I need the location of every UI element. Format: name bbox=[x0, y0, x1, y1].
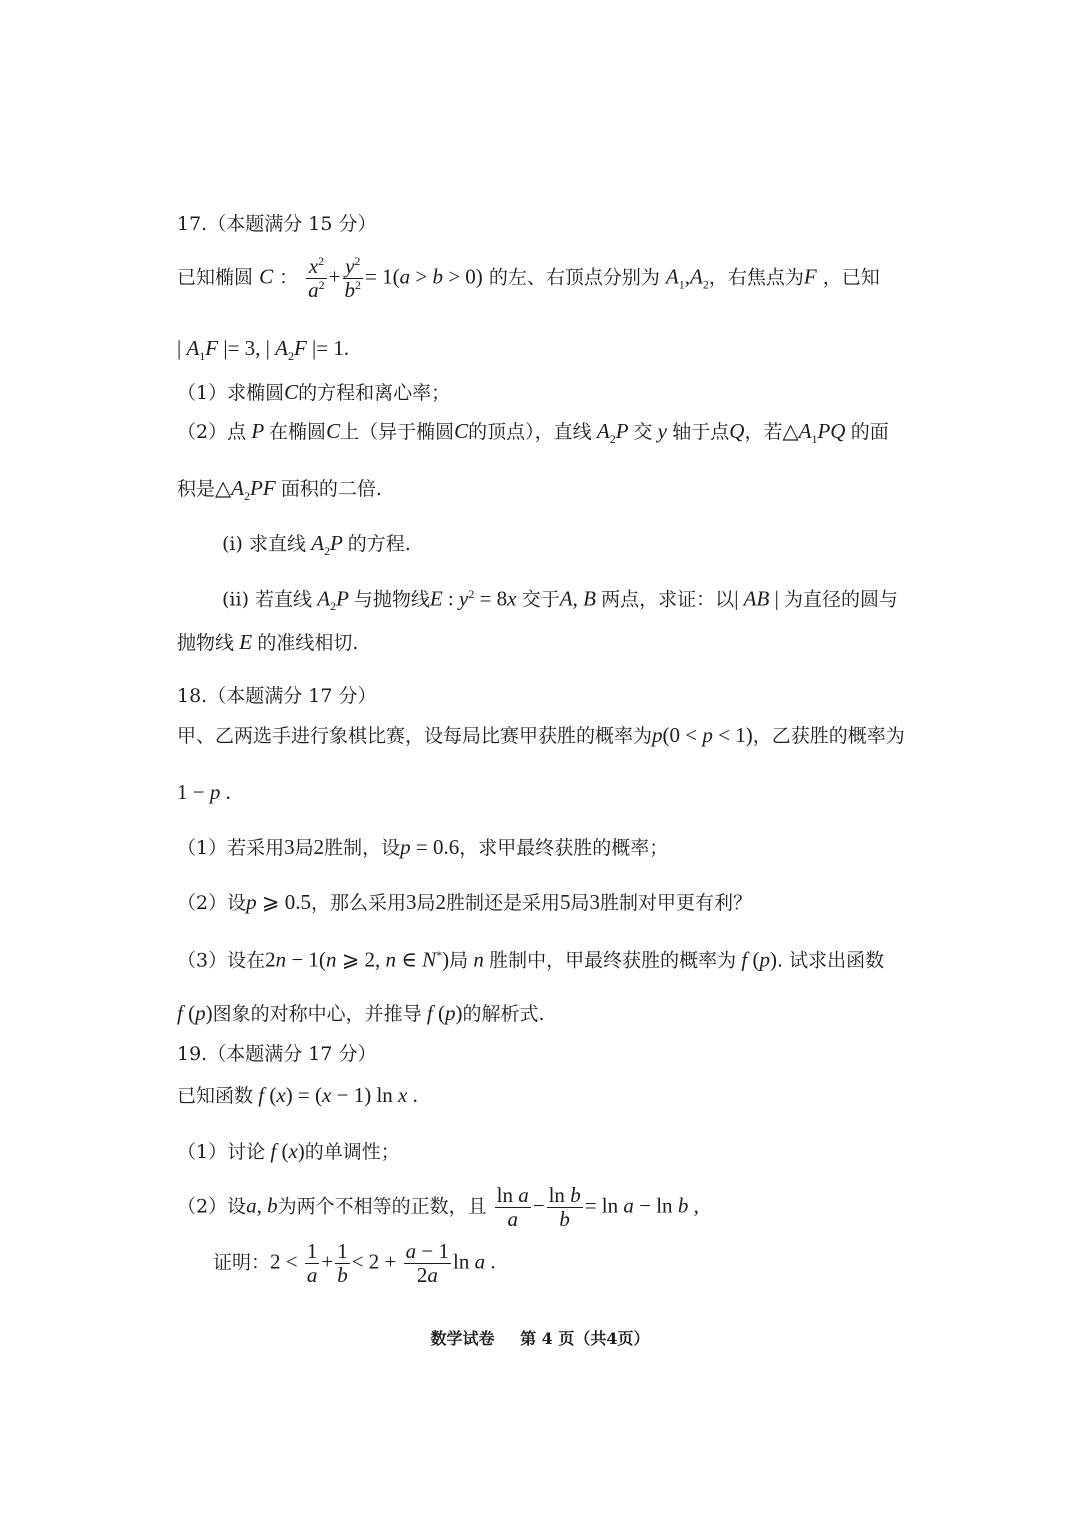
q17-header: 17.（本题满分 15 分） bbox=[177, 213, 377, 235]
q19-part2: （2）设a, b为两个不相等的正数，且 $\frac{\text{ln a}}{a}$ − $\frac{\text{ln b}}{b}$ = ln a − ln b , bbox=[177, 1183, 699, 1232]
q18-part3: （3）设在2n − 1(n ⩾ 2, n ∈ N*)局 n 胜制中，甲最终获胜的概率为 f (p). 试求出函数 bbox=[177, 947, 885, 972]
ln-a-over-a-frac: $\frac{\text{ln a}}{a}$ bbox=[496, 1183, 529, 1232]
q17-sub-i: (i) 求直线 $A_2P$ 的方程. bbox=[222, 531, 411, 558]
q19-stem: 已知函数 f (x) = (x − 1) ln x . bbox=[177, 1083, 418, 1107]
one-over-b-frac: $\frac{1}{b}$ bbox=[337, 1239, 348, 1288]
q17-part2: （2）点 P 在椭圆C上（异于椭圆C的顶点），直线 $A_2P$ 交 y 轴于点Q，若$\triangle A_1PQ$ 的面 bbox=[177, 419, 889, 446]
a-minus-1-over-2a-frac: $\frac{a - 1}{2a}$ bbox=[405, 1239, 449, 1288]
q18-stem: 甲、乙两选手进行象棋比赛，设每局比赛甲获胜的概率为p(0 < p < 1)，乙获胜的概率为 bbox=[177, 723, 905, 747]
q18-stem-cont: 1 − p . bbox=[177, 780, 231, 804]
q19-proof: 证明：2 < $\frac{1}{a}$ + $\frac{1}{b}$ < 2 + $\frac{a - 1}{2a}$ ln a . bbox=[213, 1239, 496, 1288]
ellipse-y-frac: $\frac{y^2}{b^2}$ bbox=[344, 254, 362, 303]
q17-part2-cont: 积是$\triangle A_2PF$ 面积的二倍. bbox=[177, 476, 382, 503]
q17-part1: （1）求椭圆C的方程和离心率； bbox=[177, 380, 451, 404]
footer-page-number: 第 4 页（共4页） bbox=[520, 1329, 650, 1348]
q17-stem: 已知椭圆 C ： $\frac{x^2}{a^2}$ + $\frac{y^2}{b^2}$ = 1(a > b > 0) 的左、右顶点分别为 $A_1,A_2$，右焦点为F ，已知 bbox=[177, 254, 880, 303]
q18-header: 18.（本题满分 17 分） bbox=[177, 685, 377, 707]
one-over-a-frac: $\frac{1}{a}$ bbox=[306, 1239, 318, 1288]
ellipse-x-frac: $\frac{x^2}{a^2}$ bbox=[308, 254, 325, 303]
q17-sub-ii-cont: 抛物线 E 的准线相切. bbox=[177, 630, 359, 654]
ln-b-over-b-frac: $\frac{\text{ln b}}{b}$ bbox=[548, 1183, 581, 1232]
page-footer bbox=[0, 1326, 1080, 1349]
q19-part1: （1）讨论 f (x)的单调性； bbox=[177, 1139, 400, 1163]
q18-part3-cont: f (p)图象的对称中心，并推导 f (p)的解析式. bbox=[177, 1001, 545, 1025]
q18-part1: （1）若采用3局2胜制，设p = 0.6，求甲最终获胜的概率； bbox=[177, 835, 669, 859]
q17-sub-ii: (ii) 若直线 $A_2P$ 与抛物线E : $y^2 = 8x$ 交于A, B 两点，求证：以| AB | 为直径的圆与 bbox=[222, 586, 899, 614]
q19-header: 19.（本题满分 17 分） bbox=[177, 1043, 377, 1065]
q17-given: | $A_1F$ |= 3, | $A_2F$ |= 1. bbox=[177, 336, 350, 363]
q18-part2: （2）设p ⩾ 0.5，那么采用3局2胜制还是采用5局3胜制对甲更有利？ bbox=[177, 890, 753, 914]
footer-subject: 数学试卷 bbox=[430, 1329, 495, 1348]
